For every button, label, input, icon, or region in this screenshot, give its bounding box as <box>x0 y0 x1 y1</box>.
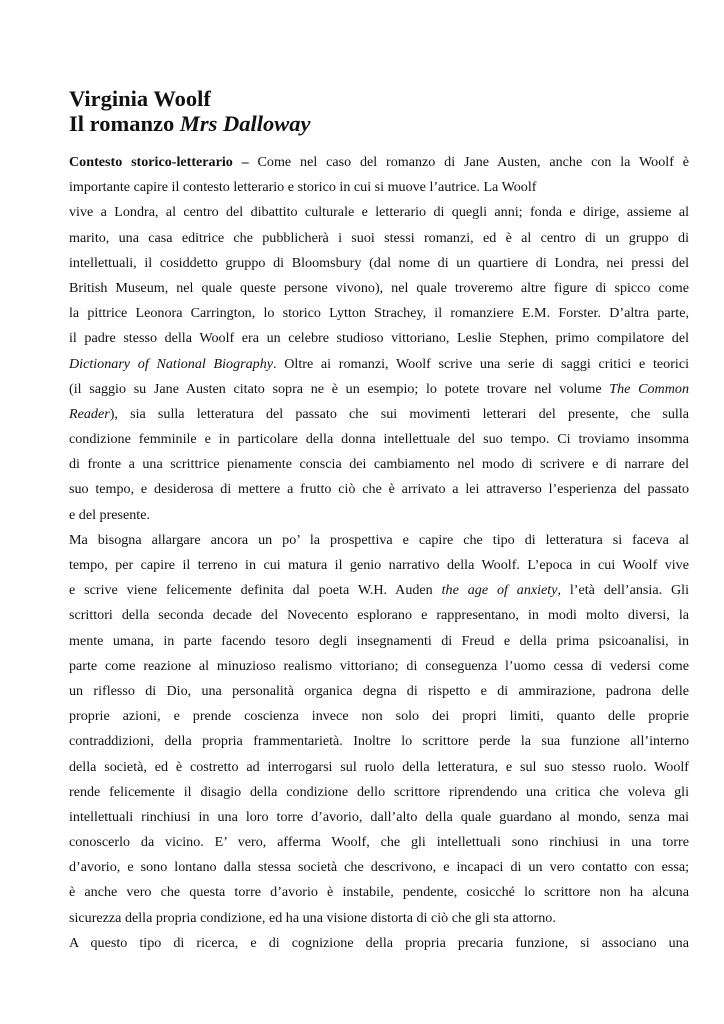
text-line-20: mente umana, in parte facendo tesoro degli insegnamenti di Freud e della prima psicoanalisi, in <box>69 632 689 649</box>
text-line-16: Ma bisogna allargare ancora un po’ la prospettiva e capire che tipo di letteratura si faceva al <box>69 531 689 548</box>
subtitle-prefix: Il romanzo <box>69 111 180 136</box>
text-line-10-start: (il saggio su Jane Austen citato sopra ne è un esempio; lo potete trovare nel volume <box>69 380 610 397</box>
text-line-1 <box>69 150 689 175</box>
reader-title: Reader <box>69 405 110 422</box>
text-line-26: rende felicemente il disagio della condizione dello scrittore riprendendo una critica che voleva gli <box>69 783 689 800</box>
text-line-6: British Museum, nel quale queste persone vivono), nel quale troveremo altre figure di spicco come <box>69 279 689 296</box>
text-line-29: d’avorio, e sono lontano dalla stessa società che descrivono, e incapaci di un vero contatto con essa; <box>69 859 689 876</box>
text-line-5: intellettuali, il cosiddetto gruppo di Bloomsbury (dal nome di un quartiere di Londra, nei pressi del <box>69 254 689 271</box>
subtitle-novel-title: Mrs Dalloway <box>179 111 311 136</box>
text-line-23: proprie azioni, e prende coscienza invece non solo dei propri limiti, quanto delle proprie <box>69 708 689 725</box>
text-line-9 <box>69 352 689 377</box>
text-line-14: suo tempo, e desiderosa di mettere a frutto ciò che è arrivato a lei attraverso l’esperienza del passato <box>69 481 689 498</box>
text-line-2: importante capire il contesto letterario e storico in cui si muove l’autrice. La Woolf <box>69 179 537 196</box>
text-line-18-rest: , l’età dell’ansia. Gli <box>557 582 689 599</box>
text-line-9-rest: . Oltre ai romanzi, Woolf scrive una serie di saggi critici e teorici <box>273 355 689 372</box>
text-line-25: della società, ed è costretto ad interrogarsi sul ruolo della letteratura, e sul suo stesso ruolo. Woolf <box>69 758 689 775</box>
text-line-11-rest: ), sia sulla letteratura del passato che sui movimenti letterari del presente, che sulla <box>109 405 689 422</box>
text-line-27: intellettuali rinchiusi in una loro torre d’avorio, dall’alto della quale guardano al mondo, senza mai <box>69 808 689 825</box>
text-line-31: sicurezza della propria condizione, ed ha una visione distorta di ciò che gli sta attorno. <box>69 909 556 926</box>
text-line-10 <box>69 377 689 402</box>
age-of-anxiety: the age of anxiety <box>441 582 558 599</box>
body-text <box>69 150 689 956</box>
text-line-32: A questo tipo di ricerca, e di cognizione della propria precaria funzione, si associano una <box>69 934 689 951</box>
text-line-28: conoscerlo da vicino. E’ vero, afferma Woolf, che gli intellettuali sono rinchiusi in una torre <box>69 834 689 851</box>
text-line-7: la pittrice Leonora Carrington, lo storico Lytton Strachey, il romanziere E.M. Forster. D’altra parte, <box>69 305 689 322</box>
text-line-24: contraddizioni, della propria frammentarietà. Inoltre lo scrittore perde la sua funzione all’interno <box>69 733 689 750</box>
text-line-18-start: e scrive viene felicemente definita dal poeta W.H. Auden <box>69 582 442 599</box>
document-subtitle <box>69 111 310 136</box>
text-line-13: di fronte a una scrittrice pienamente conscia dei cambiamento nel modo di scrivere e di narrare del <box>69 456 689 473</box>
text-line-22: un riflesso di Dio, una personalità organica degna di rispetto e di ammirazione, padrona delle <box>69 682 689 699</box>
text-line-3: vive a Londra, al centro del dibattito culturale e letterario di quegli anni; fonda e dirige, assieme al <box>69 204 689 221</box>
text-line-15: e del presente. <box>69 506 150 523</box>
text-line-8: il padre stesso della Woolf era un celebre studioso vittoriano, Leslie Stephen, primo compilatore del <box>69 330 689 347</box>
dictionary-title: Dictionary of National Biography <box>69 355 274 372</box>
text-line-1-rest: Come nel caso del romanzo di Jane Austen, anche con la Woolf è <box>248 154 689 170</box>
text-line-4: marito, una casa editrice che pubblicherà i suoi stessi romanzi, ed è al centro di un gruppo di <box>69 229 689 246</box>
text-line-17: tempo, per capire il terreno in cui matura il genio narrativo della Woolf. L’epoca in cui Woolf vive <box>69 557 689 573</box>
text-line-18 <box>69 578 689 603</box>
text-line-30: è anche vero che questa torre d’avorio è instabile, pendente, cosicché lo scrittore non ha alcuna <box>69 884 689 901</box>
text-line-21: parte come reazione al minuzioso realismo vittoriano; di conseguenza l’uomo cessa di vedersi come <box>69 657 689 674</box>
text-line-12: condizione femminile e in particolare della donna intellettuale del suo tempo. Ci troviamo insomma <box>69 431 689 448</box>
text-line-11 <box>69 402 689 427</box>
title-block <box>69 86 310 136</box>
document-title: Virginia Woolf <box>69 86 211 111</box>
section-lead: Contesto storico-letterario – <box>69 154 249 170</box>
common-title: The Common <box>609 380 689 397</box>
text-line-19: scrittori della seconda decade del Novecento esplorano e rappresentano, in modi molto diversi, la <box>69 607 689 624</box>
